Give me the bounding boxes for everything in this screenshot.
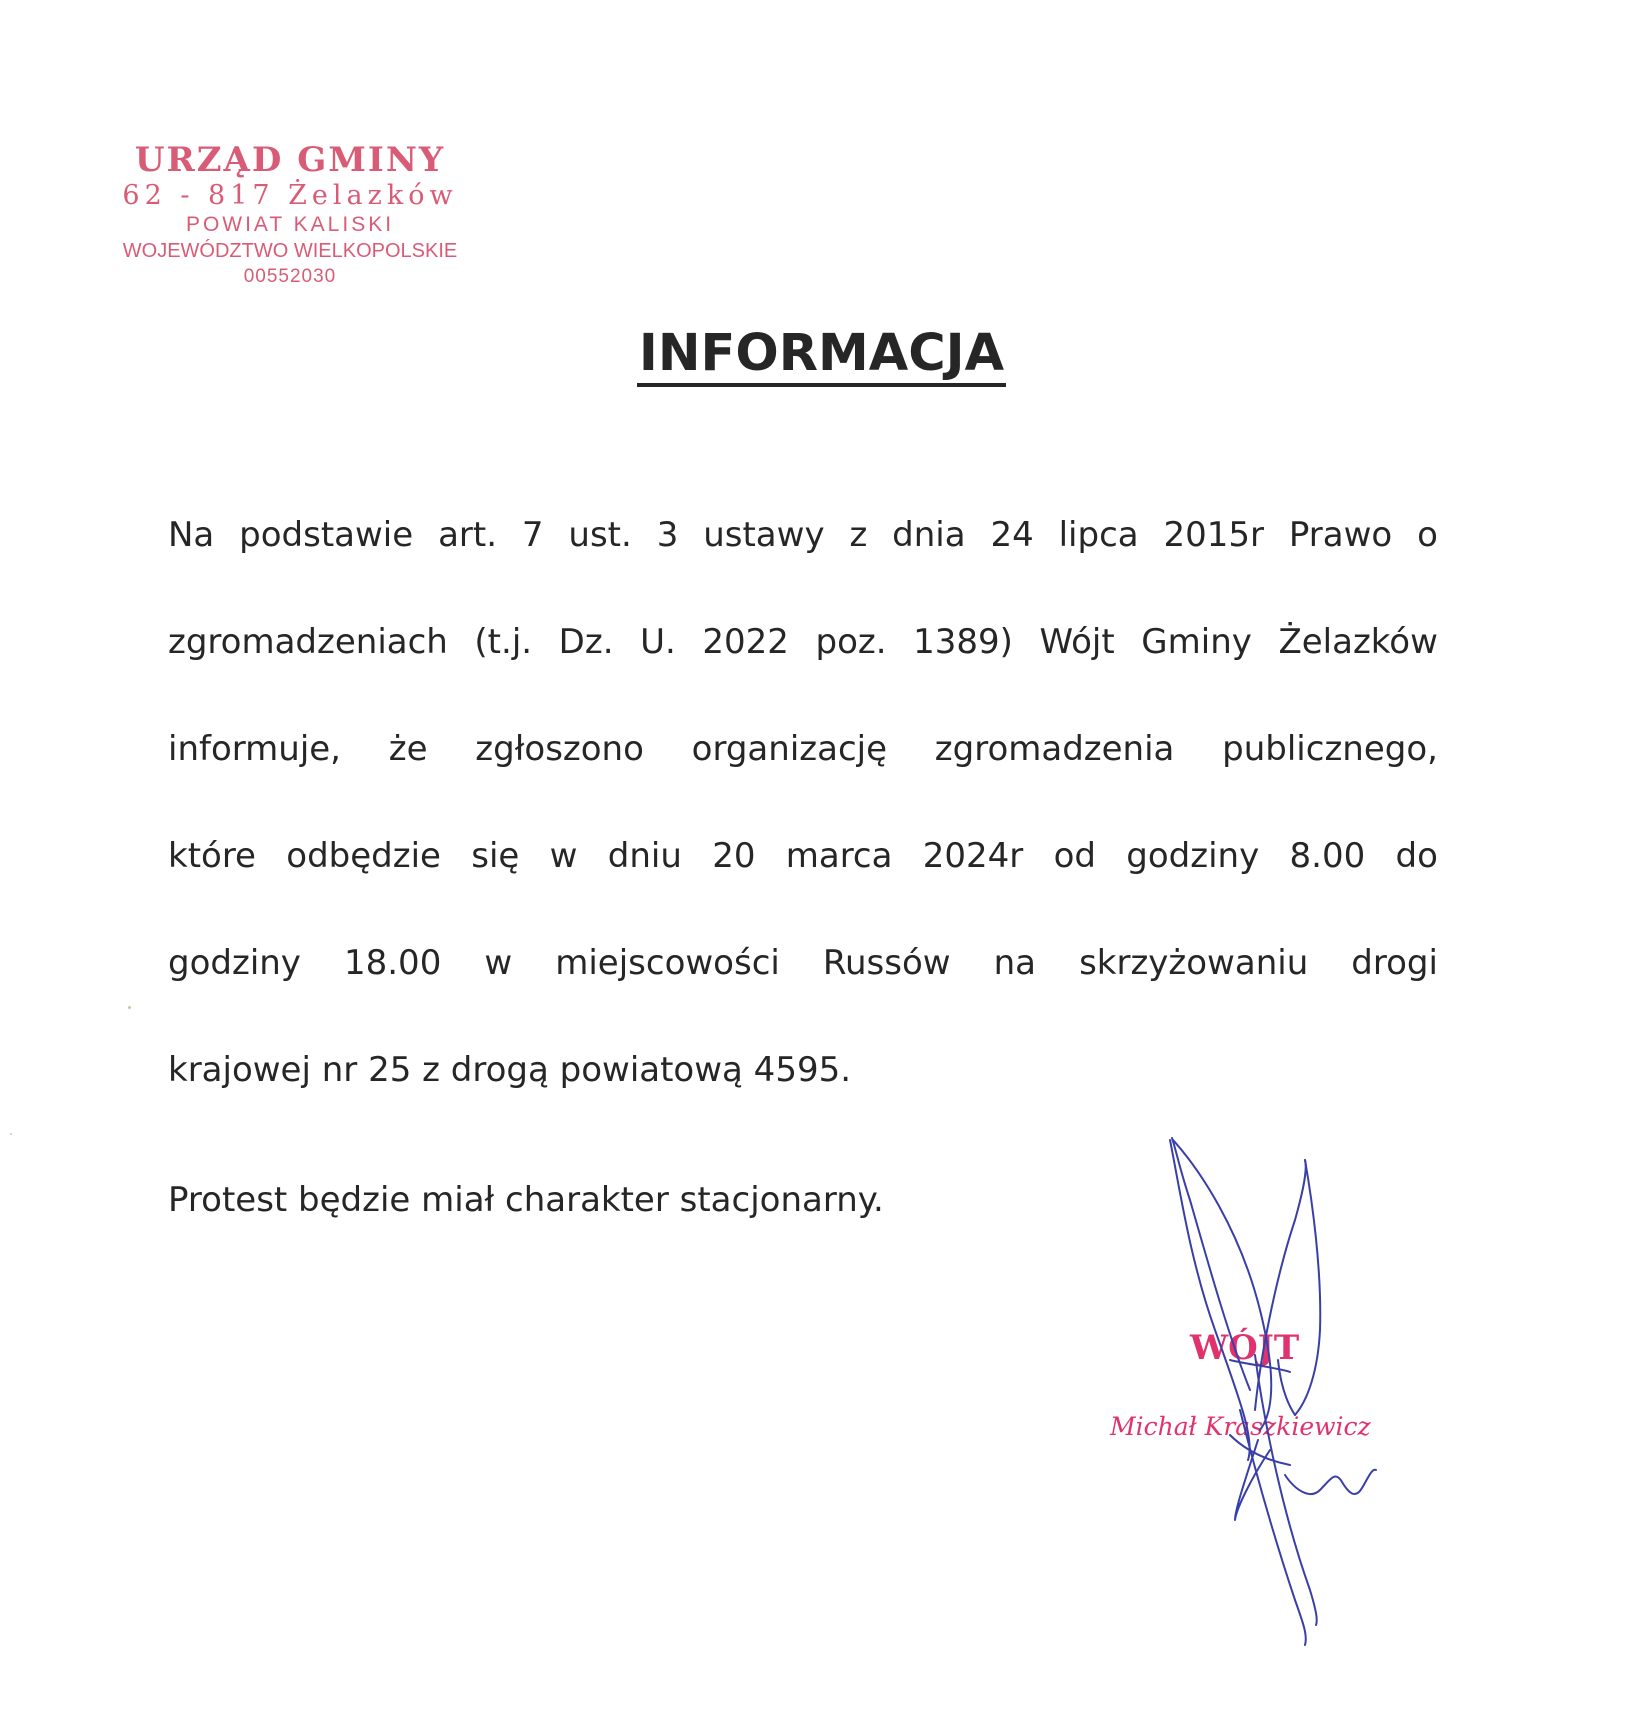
stamp-voivodeship: WOJEWÓDZTWO WIELKOPOLSKIE — [122, 240, 458, 262]
body-text — [168, 505, 1438, 1147]
body-word: do — [1395, 836, 1438, 876]
body-line — [168, 719, 1438, 826]
body-word: Russów — [822, 943, 951, 983]
body-word: miejscowości — [555, 943, 780, 983]
heading-text: INFORMACJA — [637, 325, 1006, 387]
document-heading — [0, 325, 1643, 387]
body-word: z — [849, 515, 868, 555]
body-word: Dz. — [558, 622, 614, 662]
body-line-last: krajowej nr 25 z drogą powiatową 4595. — [168, 1050, 852, 1090]
office-stamp — [100, 140, 480, 290]
body-line — [168, 933, 1438, 1040]
body-word: dniu — [607, 836, 682, 876]
body-word: od — [1053, 836, 1096, 876]
body-word: o — [1417, 515, 1438, 555]
closing-text: Protest będzie miał charakter stacjonarny. — [168, 1180, 884, 1220]
body-word: Wójt — [1039, 622, 1115, 662]
body-word: zgłoszono — [475, 729, 644, 769]
body-word: 3 — [656, 515, 679, 555]
body-line — [168, 612, 1438, 719]
body-word: 2024r — [922, 836, 1024, 876]
body-word: 8.00 — [1289, 836, 1366, 876]
body-word: 2022 — [702, 622, 789, 662]
body-word: na — [993, 943, 1037, 983]
body-word: ustawy — [703, 515, 825, 555]
handwritten-signature — [1080, 1110, 1420, 1670]
body-word: (t.j. — [474, 622, 533, 662]
body-word: godziny — [1126, 836, 1260, 876]
stamp-address: 62 - 817 Żelazków — [122, 180, 458, 211]
body-word: publicznego, — [1222, 729, 1438, 769]
stamp-title: URZĄD GMINY — [134, 140, 446, 180]
body-word: odbędzie — [286, 836, 441, 876]
signature-ink — [1170, 1138, 1376, 1645]
body-word: U. — [640, 622, 676, 662]
body-word: w — [549, 836, 578, 876]
body-word: Prawo — [1288, 515, 1393, 555]
body-line — [168, 505, 1438, 612]
body-word: lipca — [1058, 515, 1139, 555]
body-word: się — [471, 836, 520, 876]
body-word: które — [168, 836, 256, 876]
body-word: 1389) — [913, 622, 1013, 662]
body-word: zgromadzeniach — [168, 622, 448, 662]
body-word: skrzyżowaniu — [1079, 943, 1309, 983]
signature-block — [1080, 1110, 1420, 1670]
body-word: marca — [785, 836, 893, 876]
body-word: dnia — [892, 515, 966, 555]
body-word: ust. — [568, 515, 632, 555]
body-word: 18.00 — [343, 943, 442, 983]
body-word: 7 — [521, 515, 544, 555]
body-word: informuje, — [168, 729, 341, 769]
signature-stamp-name: Michał Kraszkiewicz — [1110, 1412, 1371, 1441]
scan-speck — [128, 1006, 131, 1009]
body-line — [168, 826, 1438, 933]
body-word: 20 — [712, 836, 756, 876]
stamp-county: POWIAT KALISKI — [185, 213, 395, 236]
body-word: art. — [438, 515, 498, 555]
body-word: godziny — [168, 943, 301, 983]
body-word: 24 — [990, 515, 1034, 555]
body-word: podstawie — [239, 515, 414, 555]
scan-speck — [10, 1133, 12, 1135]
body-word: organizację — [691, 729, 888, 769]
body-word: Na — [168, 515, 215, 555]
body-word: Żelazków — [1278, 622, 1438, 662]
body-word: Gminy — [1141, 622, 1252, 662]
body-word: drogi — [1351, 943, 1438, 983]
body-word: poz. — [815, 622, 887, 662]
body-word: zgromadzenia — [934, 729, 1175, 769]
body-word: że — [388, 729, 428, 769]
body-word: 2015r — [1163, 515, 1265, 555]
signature-stamp-title: WÓJT — [1190, 1328, 1300, 1368]
body-word: w — [484, 943, 513, 983]
stamp-code: 00552030 — [243, 266, 337, 287]
